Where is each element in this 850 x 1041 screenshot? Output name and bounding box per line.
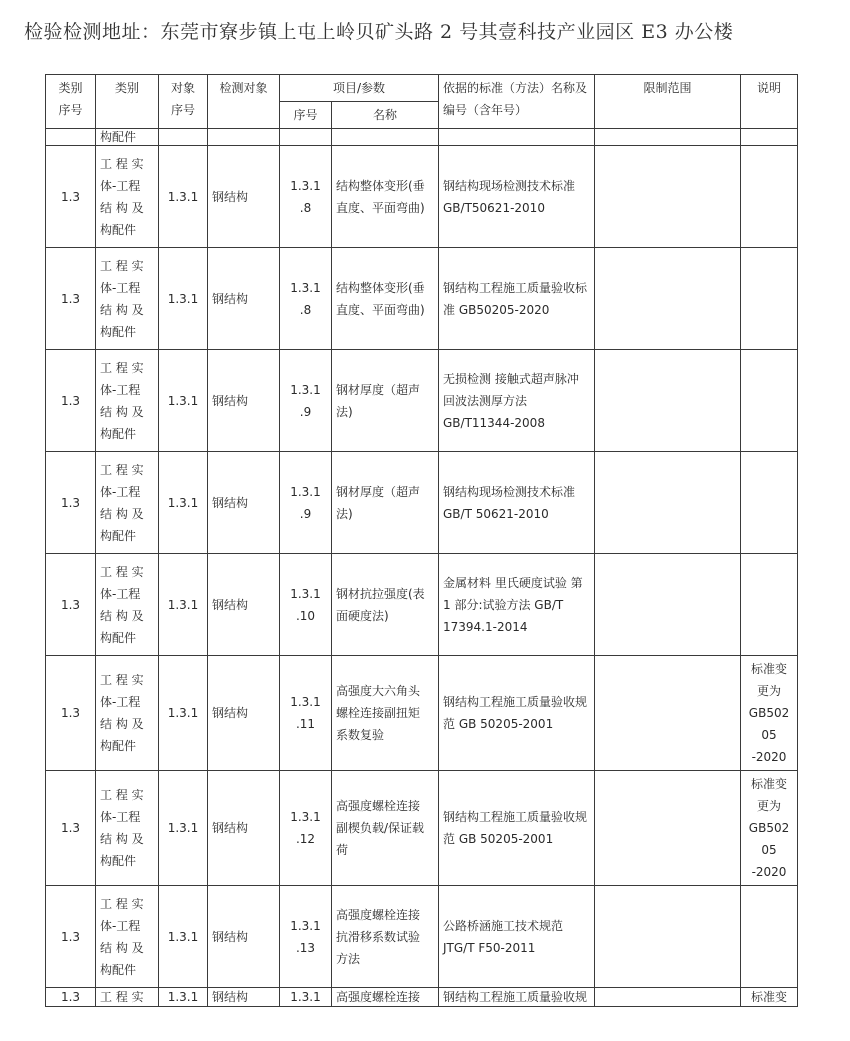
col-item-name: 名称 — [332, 102, 439, 129]
cell-obj-no: 1.3.1 — [159, 554, 208, 656]
cell-limit — [595, 350, 741, 452]
col-obj-no: 对象 序号 — [159, 75, 208, 129]
table-row — [46, 554, 798, 656]
cell-category: 工 程 实 体-工程 结 构 及 构配件 — [96, 452, 159, 554]
cell-item-name: 钢材厚度（超声 法) — [332, 350, 439, 452]
cell-item-no: 1.3.1 .9 — [280, 350, 332, 452]
cell-item-no: 1.3.1 .8 — [280, 248, 332, 350]
cell-note: 标准变 更为 GB50205 -2020 — [741, 771, 798, 886]
col-item-group: 项目/参数 — [280, 75, 439, 102]
continuation-category: 构配件 — [96, 129, 159, 146]
cell-standard: 钢结构工程施工质量验收规 范 GB 50205-2001 — [439, 656, 595, 771]
cell-cat-no: 1.3 — [46, 771, 96, 886]
table-row — [46, 248, 798, 350]
cell-cat-no: 1.3 — [46, 554, 96, 656]
cell-item-name: 高强度螺栓连接 抗滑移系数试验 方法 — [332, 886, 439, 988]
cell-item-name: 结构整体变形(垂 直度、平面弯曲) — [332, 248, 439, 350]
col-note: 说明 — [741, 75, 798, 129]
cell-item-no: 1.3.1 .11 — [280, 656, 332, 771]
page-title: 检验检测地址：东莞市寮步镇上屯上岭贝矿头路 2 号其壹科技产业园区 E3 办公楼 — [24, 21, 734, 43]
table-row — [46, 350, 798, 452]
cell-standard: 钢结构工程施工质量验收规 — [439, 988, 595, 1007]
cell-obj-no: 1.3.1 — [159, 452, 208, 554]
cell-note — [741, 554, 798, 656]
cell-obj-no: 1.3.1 — [159, 248, 208, 350]
cell-obj-no: 1.3.1 — [159, 146, 208, 248]
cell-item-no: 1.3.1 .12 — [280, 771, 332, 886]
table-row — [46, 656, 798, 771]
cell-object: 钢结构 — [208, 988, 280, 1007]
cell-item-name: 钢材抗拉强度(表 面硬度法) — [332, 554, 439, 656]
cell-obj-no: 1.3.1 — [159, 656, 208, 771]
cell-cat-no: 1.3 — [46, 248, 96, 350]
col-cat-no: 类别 序号 — [46, 75, 96, 129]
cell-cat-no: 1.3 — [46, 656, 96, 771]
cell-obj-no: 1.3.1 — [159, 988, 208, 1007]
continuation-row — [46, 129, 798, 146]
cell-category: 工 程 实 体-工程 结 构 及 构配件 — [96, 554, 159, 656]
cell-category: 工 程 实 体-工程 结 构 及 构配件 — [96, 248, 159, 350]
cell-standard: 钢结构现场检测技术标准 GB/T50621-2010 — [439, 146, 595, 248]
cell-cat-no: 1.3 — [46, 146, 96, 248]
col-object: 检测对象 — [208, 75, 280, 129]
cell-category: 工 程 实 体-工程 结 构 及 构配件 — [96, 771, 159, 886]
cell-object: 钢结构 — [208, 771, 280, 886]
cell-object: 钢结构 — [208, 656, 280, 771]
cell-cat-no: 1.3 — [46, 350, 96, 452]
cell-object: 钢结构 — [208, 350, 280, 452]
cell-standard: 金属材料 里氏硬度试验 第 1 部分:试验方法 GB/T 17394.1-2014 — [439, 554, 595, 656]
cell-note — [741, 886, 798, 988]
cell-obj-no: 1.3.1 — [159, 886, 208, 988]
inspection-table — [45, 74, 798, 1007]
cell-category: 工 程 实 — [96, 988, 159, 1007]
cell-note — [741, 350, 798, 452]
cell-category: 工 程 实 体-工程 结 构 及 构配件 — [96, 350, 159, 452]
cell-note — [741, 452, 798, 554]
cell-limit — [595, 554, 741, 656]
cell-item-name: 高强度螺栓连接 — [332, 988, 439, 1007]
cell-cat-no: 1.3 — [46, 988, 96, 1007]
table-row — [46, 452, 798, 554]
cell-object: 钢结构 — [208, 248, 280, 350]
cell-item-name: 高强度大六角头 螺栓连接副扭矩 系数复验 — [332, 656, 439, 771]
cell-limit — [595, 886, 741, 988]
cell-note — [741, 248, 798, 350]
header-row — [46, 75, 798, 102]
cell-item-no: 1.3.1 — [280, 988, 332, 1007]
col-item-no: 序号 — [280, 102, 332, 129]
cell-standard: 公路桥涵施工技术规范 JTG/T F50-2011 — [439, 886, 595, 988]
cell-item-no: 1.3.1 .8 — [280, 146, 332, 248]
col-limit: 限制范围 — [595, 75, 741, 129]
cell-limit — [595, 771, 741, 886]
cell-obj-no: 1.3.1 — [159, 350, 208, 452]
cell-item-name: 钢材厚度（超声 法) — [332, 452, 439, 554]
cell-object: 钢结构 — [208, 886, 280, 988]
cell-item-name: 结构整体变形(垂 直度、平面弯曲) — [332, 146, 439, 248]
cell-category: 工 程 实 体-工程 结 构 及 构配件 — [96, 886, 159, 988]
cell-standard: 钢结构现场检测技术标准 GB/T 50621-2010 — [439, 452, 595, 554]
cell-cat-no: 1.3 — [46, 452, 96, 554]
cell-item-no: 1.3.1 .10 — [280, 554, 332, 656]
table-row — [46, 146, 798, 248]
cell-limit — [595, 146, 741, 248]
col-standard: 依据的标准（方法）名称及 编号（含年号） — [439, 75, 595, 129]
cell-category: 工 程 实 体-工程 结 构 及 构配件 — [96, 146, 159, 248]
cell-standard: 钢结构工程施工质量验收标 准 GB50205-2020 — [439, 248, 595, 350]
cell-item-no: 1.3.1 .9 — [280, 452, 332, 554]
cell-limit — [595, 656, 741, 771]
cell-standard: 钢结构工程施工质量验收规 范 GB 50205-2001 — [439, 771, 595, 886]
cell-obj-no: 1.3.1 — [159, 771, 208, 886]
table-row-partial — [46, 988, 798, 1007]
col-category: 类别 — [96, 75, 159, 129]
cell-item-no: 1.3.1 .13 — [280, 886, 332, 988]
cell-object: 钢结构 — [208, 146, 280, 248]
cell-limit — [595, 248, 741, 350]
cell-object: 钢结构 — [208, 554, 280, 656]
cell-cat-no: 1.3 — [46, 886, 96, 988]
cell-object: 钢结构 — [208, 452, 280, 554]
table-row — [46, 771, 798, 886]
cell-note: 标准变 更为 GB50205 -2020 — [741, 656, 798, 771]
cell-note — [741, 146, 798, 248]
table-row — [46, 886, 798, 988]
cell-category: 工 程 实 体-工程 结 构 及 构配件 — [96, 656, 159, 771]
cell-standard: 无损检测 接触式超声脉冲 回波法测厚方法 GB/T11344-2008 — [439, 350, 595, 452]
cell-note: 标准变 — [741, 988, 798, 1007]
cell-limit — [595, 452, 741, 554]
cell-limit — [595, 988, 741, 1007]
cell-item-name: 高强度螺栓连接 副楔负载/保证载 荷 — [332, 771, 439, 886]
